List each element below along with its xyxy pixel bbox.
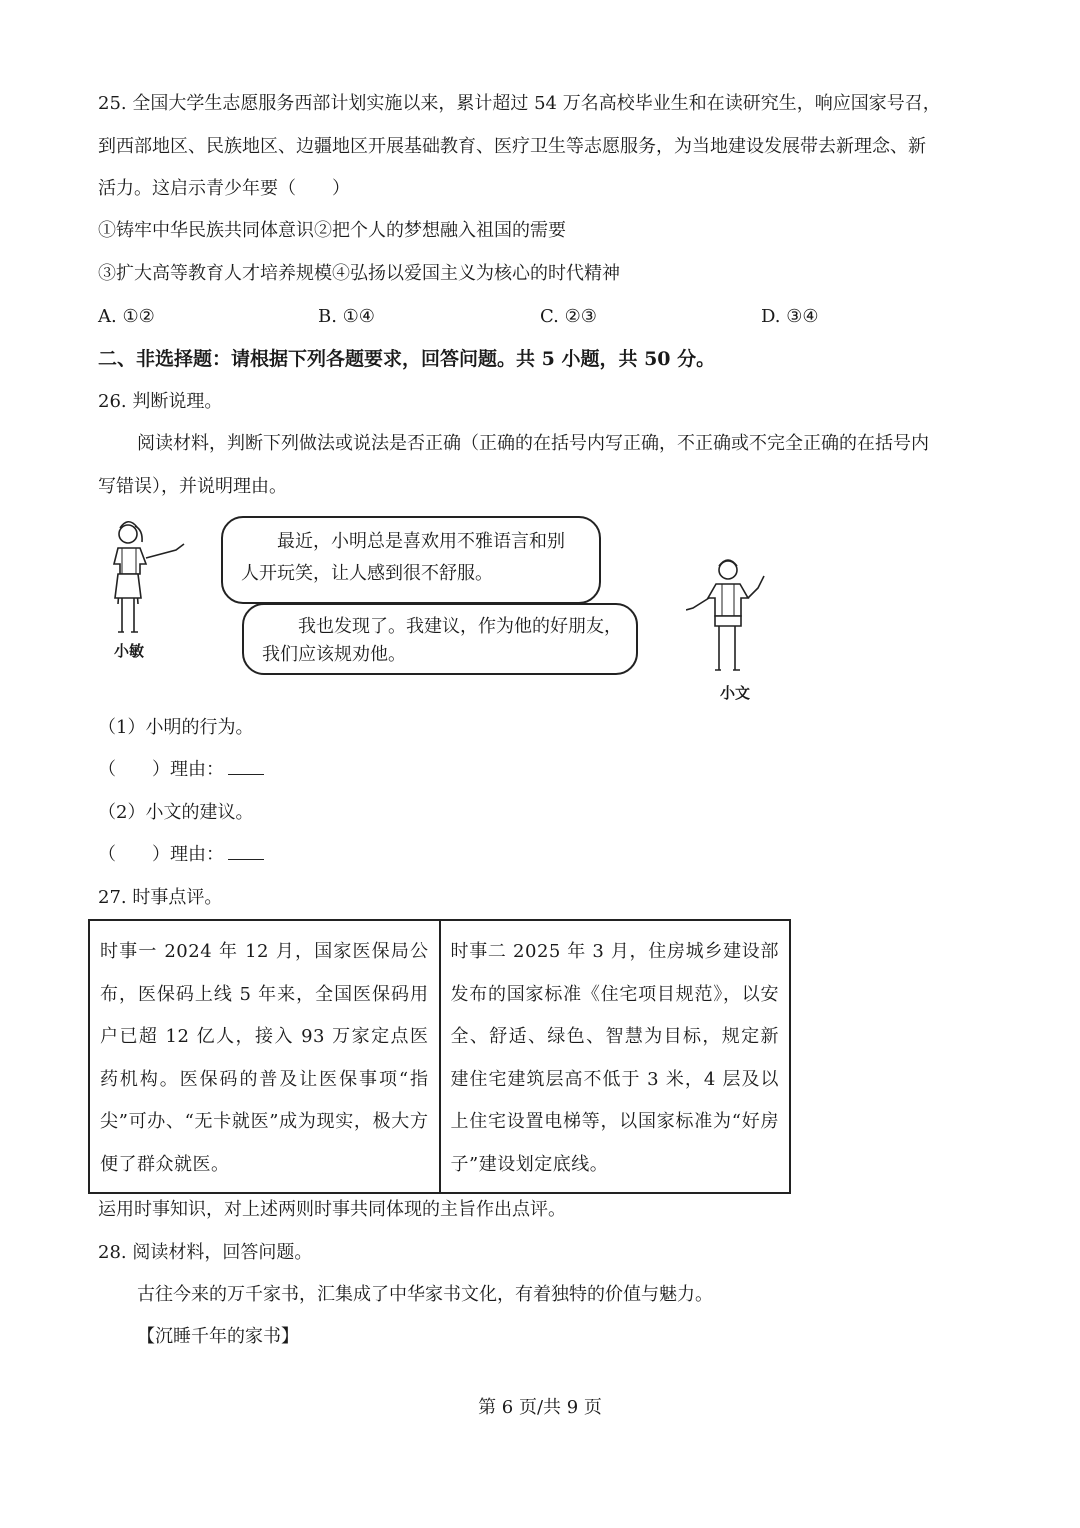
current-event-1: 时事一 2024 年 12 月，国家医保局公布，医保码上线 5 年来，全国医保码用户已超 12 亿人，接入 93 万家定点医药机构。医保码的普及让医保事项“指尖”可办、“无卡就医”成为现实，极大方便了群众就医。 xyxy=(89,920,440,1193)
dialogue-illustration xyxy=(96,506,796,706)
q25-option-d: D. ③④ xyxy=(761,306,819,327)
q26-instruction-line-2: 写错误），并说明理由。 xyxy=(98,476,287,497)
speaker-name-xiaowen: 小文 xyxy=(720,684,751,702)
q26-title: 26. 判断说理。 xyxy=(98,391,223,412)
answer-blank-1[interactable] xyxy=(228,758,264,775)
q26-instruction-line-1: 阅读材料，判断下列做法或说法是否正确（正确的在括号内写正确，不正确或不完全正确的在括号内 xyxy=(137,433,929,454)
q26-sub-question-1: （1）小明的行为。 xyxy=(98,717,254,738)
q27-question: 运用时事知识，对上述两则时事共同体现的主旨作出点评。 xyxy=(98,1199,566,1220)
boy-figure-icon xyxy=(686,554,786,684)
q25-option-b: B. ①④ xyxy=(318,306,375,327)
bubble2-line-2: 我们应该规劝他。 xyxy=(262,644,406,665)
current-event-2: 时事二 2025 年 3 月，住房城乡建设部发布的国家标准《住宅项目规范》，以安全、舒适、绿色、智慧为目标，规定新建住宅建筑层高不低于 3 米，4 层及以上住宅设置电梯等，以国家标准为“好房子”建设划定底线。 xyxy=(440,920,791,1193)
q25-item-line-2: ③扩大高等教育人才培养规模④弘扬以爱国主义为核心的时代精神 xyxy=(98,263,620,284)
q26-answer-2-label: （ ）理由： xyxy=(98,844,224,865)
bubble1-line-2: 人开玩笑，让人感到很不舒服。 xyxy=(241,563,493,584)
q26-answer-1-label: （ ）理由： xyxy=(98,759,224,780)
q25-item-line-1: ①铸牢中华民族共同体意识②把个人的梦想融入祖国的需要 xyxy=(98,220,566,241)
q25-stem-line-2: 到西部地区、民族地区、边疆地区开展基础教育、医疗卫生等志愿服务，为当地建设发展带去新理念、新 xyxy=(98,136,926,157)
q25-option-c: C. ②③ xyxy=(540,306,597,327)
answer-blank-2[interactable] xyxy=(228,843,264,860)
q26-sub-question-2: （2）小文的建议。 xyxy=(98,802,254,823)
speech-bubble-xiaowen xyxy=(242,603,638,675)
girl-figure-icon xyxy=(100,514,194,644)
q28-title: 28. 阅读材料，回答问题。 xyxy=(98,1242,313,1263)
bubble1-line-1: 最近，小明总是喜欢用不雅语言和别 xyxy=(277,531,565,552)
section-2-heading: 二、非选择题：请根据下列各题要求，回答问题。共 5 小题，共 50 分。 xyxy=(98,348,716,370)
q28-section-heading: 【沉睡千年的家书】 xyxy=(137,1326,299,1347)
speaker-name-xiaomin: 小敏 xyxy=(114,642,145,660)
q26-answer-line-1 xyxy=(98,758,264,782)
q25-stem-line-1: 25. 全国大学生志愿服务西部计划实施以来，累计超过 54 万名高校毕业生和在读研究生，响应国家号召， xyxy=(98,93,941,114)
q28-intro: 古往今来的万千家书，汇集成了中华家书文化，有着独特的价值与魅力。 xyxy=(137,1284,713,1305)
current-events-table xyxy=(88,919,791,1194)
bubble2-line-1: 我也发现了。我建议，作为他的好朋友， xyxy=(298,616,622,637)
q25-stem-line-3: 活力。这启示青少年要（ ） xyxy=(98,178,350,199)
q26-answer-line-2 xyxy=(98,843,264,867)
speech-bubble-xiaomin xyxy=(221,516,601,604)
page-number: 第 6 页/共 9 页 xyxy=(478,1397,602,1418)
q25-option-a: A. ①② xyxy=(98,306,155,327)
q27-title: 27. 时事点评。 xyxy=(98,887,223,908)
